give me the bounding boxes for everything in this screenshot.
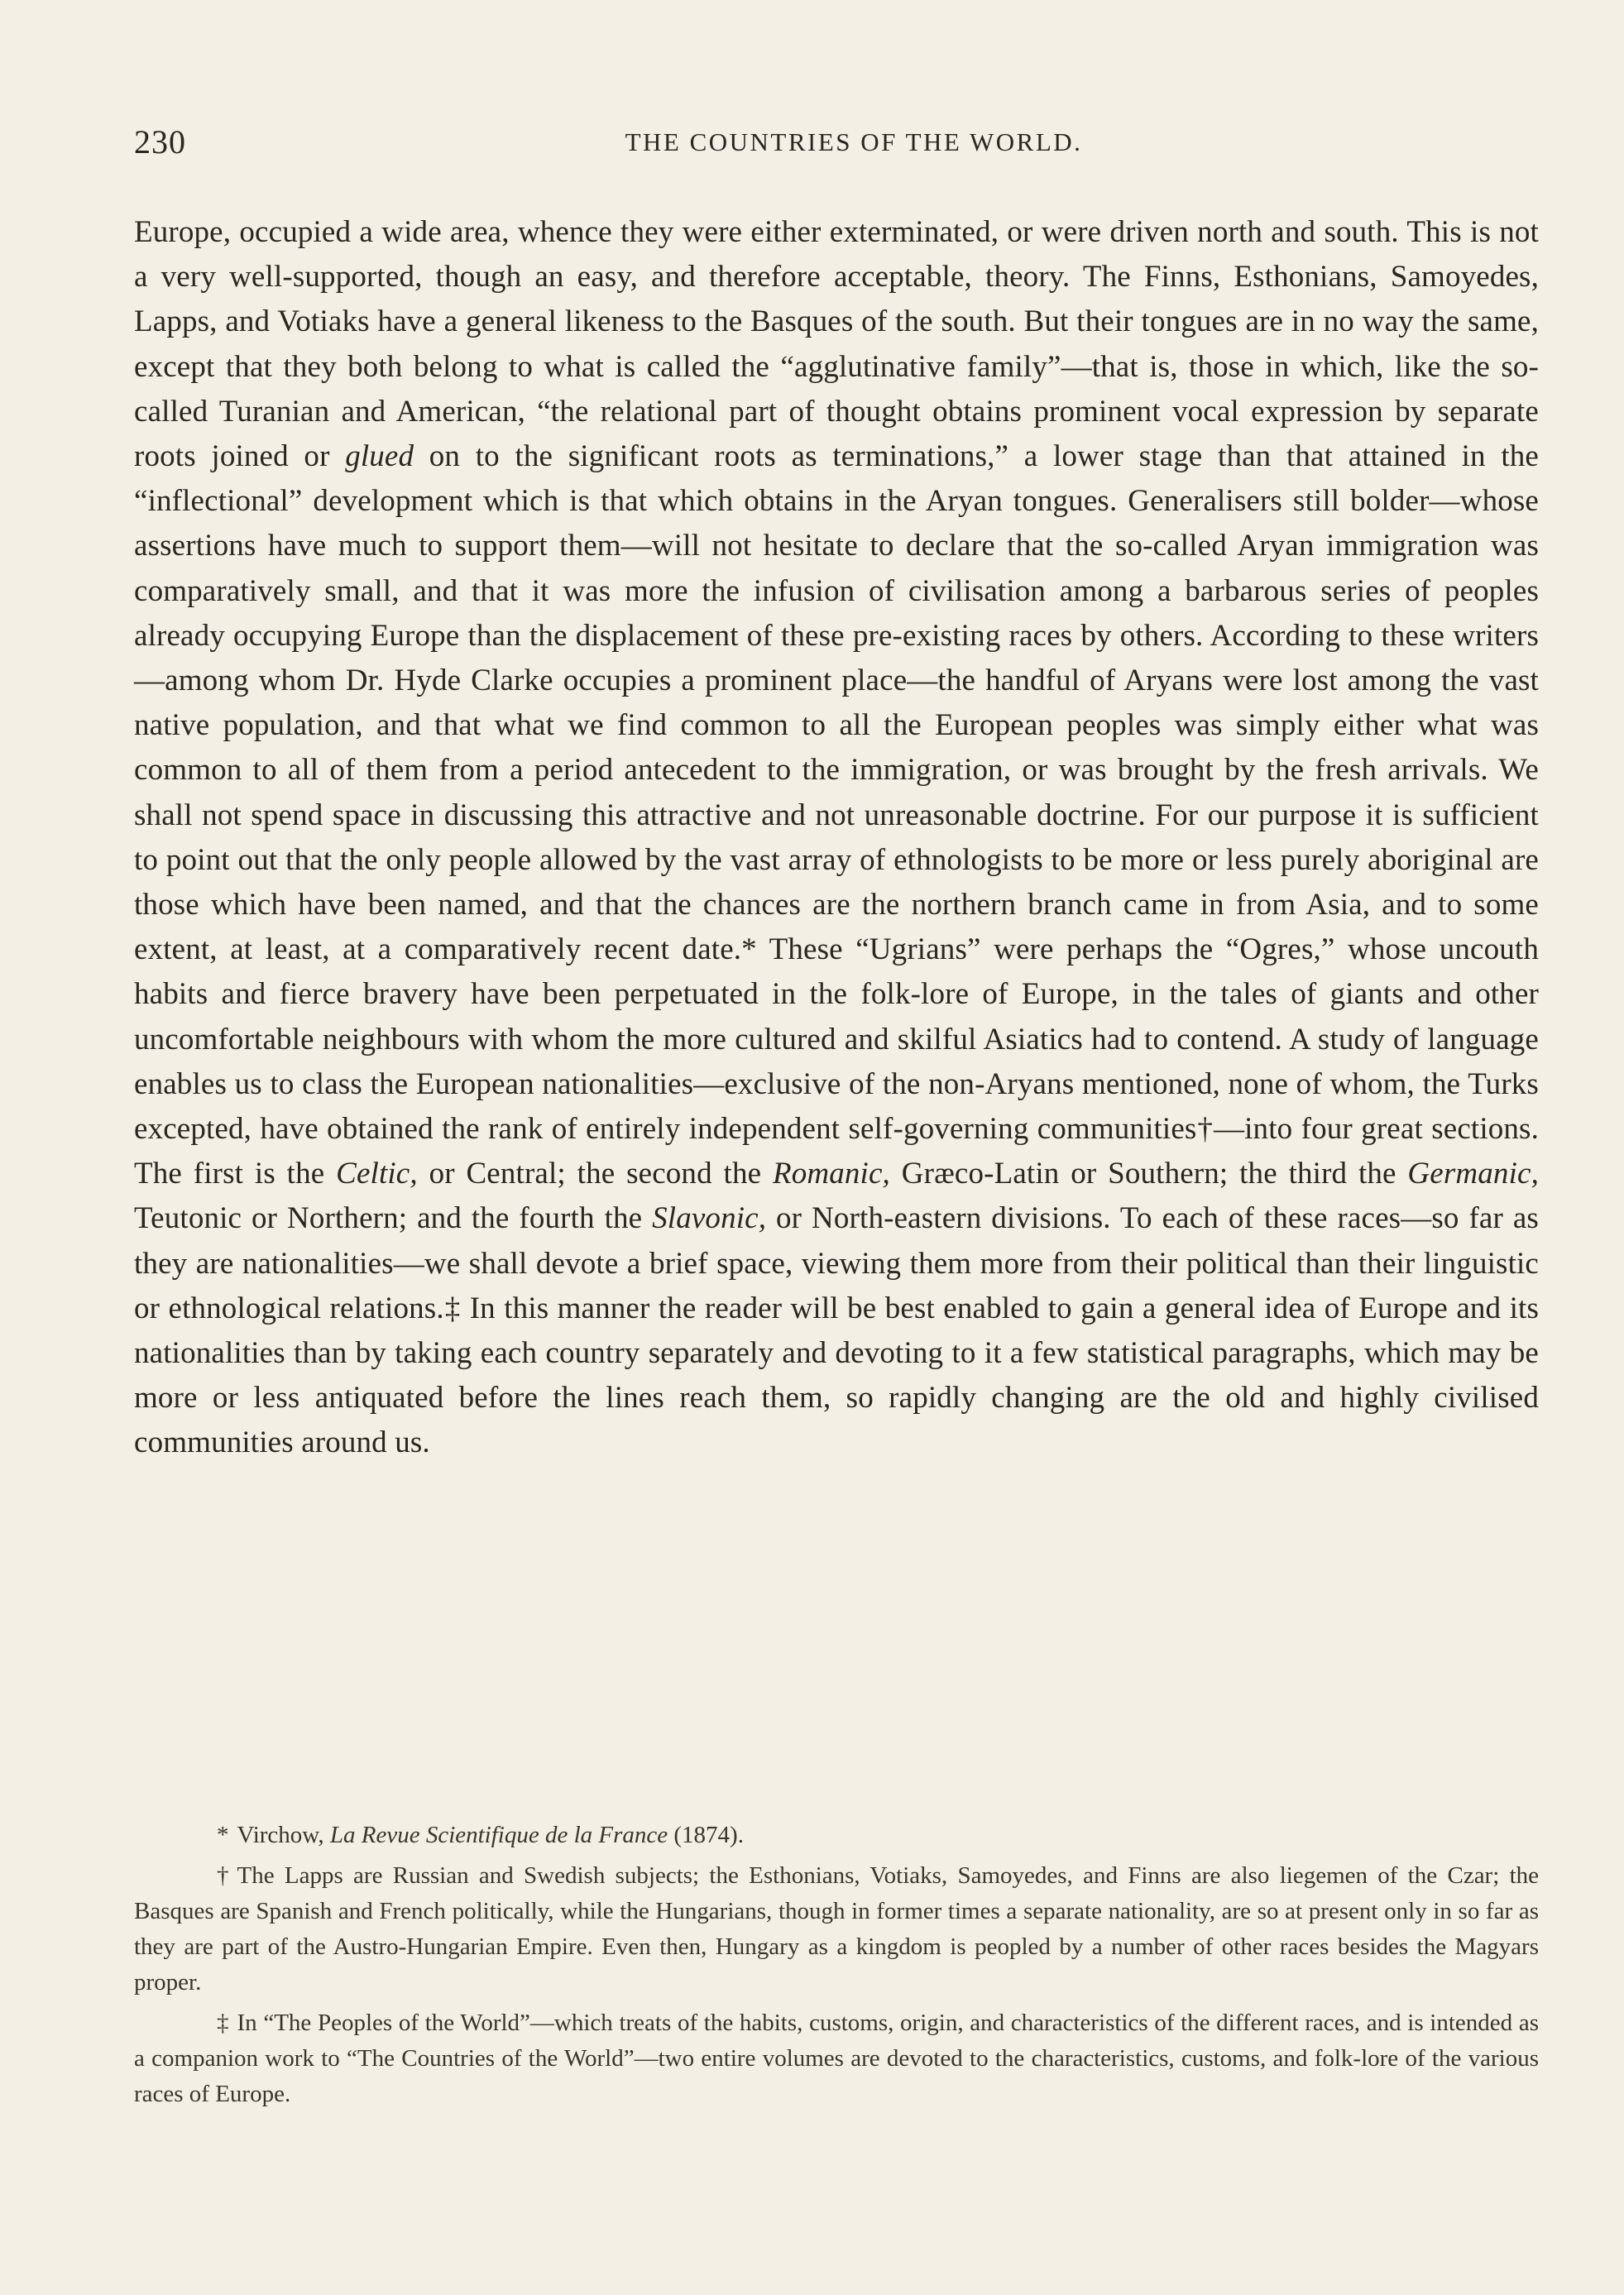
footnote-3 <box>134 2005 1539 2112</box>
italic-word-romanic: Romanic, <box>772 1157 890 1191</box>
body-text-segment: Europe, occupied a wide area, whence they were either exterminated, or were driven north and south. This is not a very well-supported, though an easy, and therefore acceptable, theory. The Finns, Esthonians, Samoyedes, Lapps, and Votiaks have a general likeness to the Basques of the south. But their tongues are in no way the same, except that they both belong to what is called the “agglutinative family”—that is, those in which, like the so-called Turanian and American, “the relational part of thought obtains prominent vocal expression by separate roots joined or <box>134 215 1539 474</box>
page-number: 230 <box>134 123 186 161</box>
body-text-segment: on to the significant roots as terminations,” a lower stage than that attained in the “inflectional” development which is that which obtains in the Aryan tongues. Generalisers still bolder—whose assertions have much to support them—will not hesitate to declare that the so-called Aryan immigration was comparatively small, and that it was more the infusion of civilisation among a barbarous series of peoples already occupying Europe than the displacement of these pre-existing races by others. According to these writers—among whom Dr. Hyde Clarke occupies a prominent place—the handful of Aryans were lost among the vast native population, and that what we find common to all the European peoples was simply either what was common to all of them from a period antecedent to the immigration, or was brought by the fresh arrivals. We shall not spend space in discussing this attractive and not unreasonable doctrine. For our purpose it is sufficient to point out that the only people allowed by the vast array of ethnologists to be more or less purely aboriginal are those which have been named, and that the chances are the northern branch came in from Asia, and to some extent, at least, at a comparatively recent date.* These “Ugrians” were perhaps the “Ogres,” whose uncouth habits and fierce bravery have been perpetuated in the folk-lore of Europe, in the tales of giants and other uncomfortable neighbours with whom the more cultured and skilful Asiatics had to contend. A study of language enables us to class the European nationalities—exclusive of the non-Aryans mentioned, none of whom, the Turks excepted, have obtained the rank of entirely independent self-governing communities†—into four great sections. The first is the <box>134 439 1539 1191</box>
body-paragraph <box>134 210 1539 1466</box>
footnote-2 <box>134 1858 1539 2000</box>
running-title: THE COUNTRIES OF THE WORLD. <box>625 127 1083 156</box>
italic-word-glued: glued <box>345 439 414 474</box>
footnote-text: The Lapps are Russian and Swedish subjects; the Esthonians, Votiaks, Samoyedes, and Finns are also liegemen of the Czar; the Basques are Spanish and French politically, while the Hungarians, though in former times a separate nationality, are so at present only in so far as they are part of the Austro-Hungarian Empire. Even then, Hungary as a kingdom is peopled by a number of other races besides the Magyars proper. <box>134 1862 1539 1996</box>
footnote-text: In “The Peoples of the World”—which treats of the habits, customs, origin, and characteristics of the different races, and is intended as a companion work to “The Countries of the World”—two entire volumes are devoted to the characteristics, customs, and folk-lore of the various races of Europe. <box>134 2010 1539 2107</box>
page-header <box>134 122 1540 172</box>
italic-word-celtic: Celtic, <box>336 1157 418 1191</box>
footnote-text: Virchow, <box>237 1822 330 1848</box>
footnotes <box>134 1818 1539 2117</box>
footnote-1 <box>134 1818 1539 1853</box>
footnote-text: (1874). <box>668 1822 744 1848</box>
body-text-segment: or North-eastern divisions. To each of these races—so far as they are nationalities—we shall devote a brief space, viewing them more from their political than their linguistic or ethnological relations.‡ In this manner the reader will be best enabled to gain a general idea of Europe and its nationalities than by taking each country separately and devoting to it a few statistical paragraphs, which may be more or less antiquated before the lines reach them, so rapidly changing are the old and highly civilised communities around us. <box>134 1201 1539 1460</box>
main-text <box>134 210 1539 1466</box>
italic-word-germanic: Germanic, <box>1407 1157 1539 1191</box>
italic-word-slavonic: Slavonic, <box>652 1201 767 1236</box>
body-text-segment: Græco-Latin or Southern; the third the <box>889 1157 1408 1191</box>
body-text-segment: Teutonic or Northern; and the fourth the <box>134 1201 653 1236</box>
footnote-mark: ‡ <box>217 2010 229 2036</box>
footnote-mark: * <box>217 1822 229 1848</box>
body-text-segment: or Central; the second the <box>417 1157 773 1191</box>
footnote-italic-title: La Revue Scientifique de la France <box>329 1822 668 1848</box>
footnote-mark: † <box>217 1862 229 1889</box>
